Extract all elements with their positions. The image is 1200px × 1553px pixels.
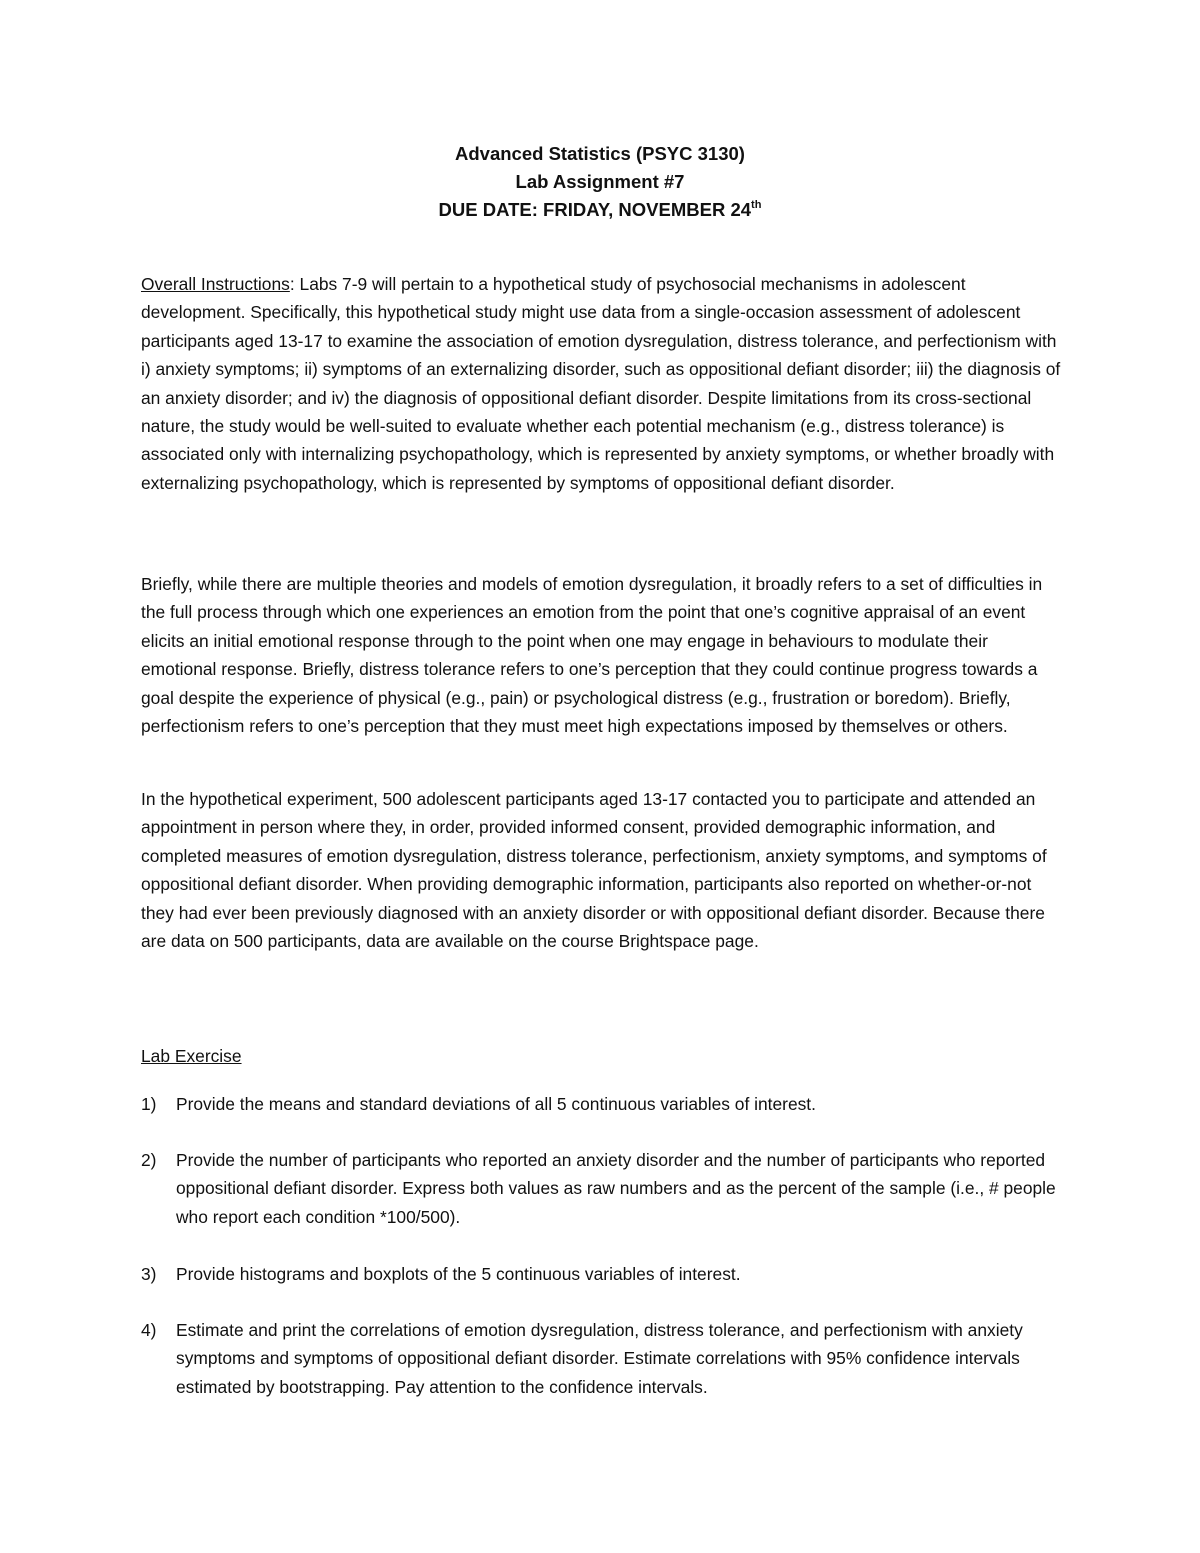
instructions-text-2: Briefly, while there are multiple theories and models of emotion dysregulation, it broadly refers to a set of difficulties in the full process through which one experiences an emotion from the point that one’s cognitive appraisal of an event elicits an initial emotional response through to the point when one may engage in behaviours to modulate their emotional response. Briefly, distress tolerance refers to one’s perception that they could continue progress towards a goal despite the experience of physical (e.g., pain) or psychological distress (e.g., frustration or boredom). Briefly, perfectionism refers to one’s perception that they must meet high expectations imposed by themselves or others. <box>141 574 1043 737</box>
instructions-text-1: Labs 7-9 will pertain to a hypothetical study of psychosocial mechanisms in adolescent development. Specifically, this hypothetical study might use data from a single-occasion assessment of adolescent participants aged 13-17 to examine the association of emotion dysregulation, distress tolerance, and perfectionism with i) anxiety symptoms; ii) symptoms of an externalizing disorder, such as oppositional defiant disorder; iii) the diagnosis of an anxiety disorder; and iv) the diagnosis of oppositional defiant disorder. Despite limitations from its cross-sectional nature, the study would be well-suited to evaluate whether each potential mechanism (e.g., distress tolerance) is associated only with internalizing psychopathology, which is represented by anxiety symptoms, or whether broadly with externalizing psychopathology, which is represented by symptoms of oppositional defiant disorder. <box>141 274 1061 493</box>
list-item-number: 1) <box>141 1094 157 1114</box>
due-date-suffix: th <box>751 198 762 211</box>
due-date <box>0 196 1200 224</box>
list-item-number: 3) <box>141 1264 157 1284</box>
assignment-title: Lab Assignment #7 <box>515 171 685 192</box>
list-item-text: Provide the means and standard deviations of all 5 continuous variables of interest. <box>176 1094 816 1114</box>
instructions-paragraph-1 <box>141 270 1066 497</box>
instructions-label: Overall Instructions <box>141 274 290 294</box>
instructions-text-3: In the hypothetical experiment, 500 adolescent participants aged 13-17 contacted you to participate and attended an appointment in person where they, in order, provided informed consent, provided demographic information, and completed measures of emotion dysregulation, distress tolerance, perfectionism, anxiety symptoms, and symptoms of oppositional defiant disorder. When providing demographic information, participants also reported on whether-or-not they had ever been previously diagnosed with an anxiety disorder or with oppositional defiant disorder. Because there are data on 500 participants, data are available on the course Brightspace page. <box>141 789 1047 952</box>
instructions-paragraph-2 <box>141 570 1066 740</box>
instructions-colon: : <box>289 274 295 294</box>
list-item-text: Estimate and print the correlations of emotion dysregulation, distress tolerance, and perfectionism with anxiety symptoms and symptoms of oppositional defiant disorder. Estimate correlations with 95% confidence intervals estimated by bootstrapping. Pay attention to the confidence intervals. <box>176 1320 1023 1397</box>
due-date-text: DUE DATE: FRIDAY, NOVEMBER 24 <box>438 199 752 220</box>
list-item-text: Provide the number of participants who reported an anxiety disorder and the number of participants who reported oppositional defiant disorder. Express both values as raw numbers and as the percent of the sample (i.e., # people who report each condition *100/500). <box>176 1150 1056 1227</box>
lab-exercise-heading: Lab Exercise <box>141 1046 242 1066</box>
list-item-number: 4) <box>141 1320 157 1340</box>
title-block <box>0 140 1200 224</box>
list-item-number: 2) <box>141 1150 157 1170</box>
list-item-text: Provide histograms and boxplots of the 5 continuous variables of interest. <box>176 1264 741 1284</box>
instructions-paragraph-3 <box>141 785 1066 955</box>
course-title: Advanced Statistics (PSYC 3130) <box>455 143 745 164</box>
